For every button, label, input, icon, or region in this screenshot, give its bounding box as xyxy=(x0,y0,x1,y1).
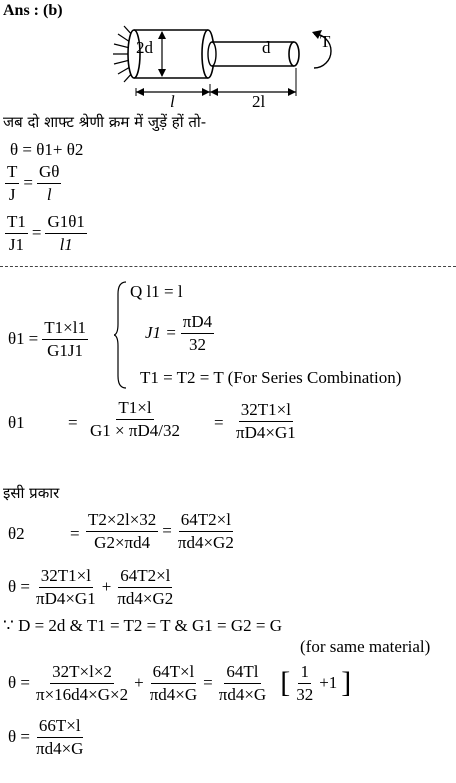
frac-den: πD4×G1 xyxy=(35,588,96,608)
because-line: ∵ D = 2d & T1 = T2 = T & G1 = G2 = G xyxy=(3,616,282,635)
frac-num: T xyxy=(5,162,19,184)
frac-num: 66T×l xyxy=(37,716,83,738)
frac-num: πD4 xyxy=(181,312,214,334)
length1-label: l xyxy=(170,92,175,111)
torsion-equation: $\frac{T}{J}$ = $\frac{G\theta}{l}$ xyxy=(7,162,60,204)
torque-label: T xyxy=(320,32,331,51)
frac-num: 32T1×l xyxy=(39,566,93,588)
frac-den: π×16d4×G×2 xyxy=(35,684,129,704)
length2-label: 2l xyxy=(252,92,266,111)
frac-num: T2×2l×32 xyxy=(86,510,158,532)
frac-den: 32 xyxy=(188,334,206,354)
frac-den: G1 × πD4/32 xyxy=(90,420,180,440)
theta2-step: $\frac{T2\times 2l\times 32}{G2\times\pi d4}$ = $\frac{64T2\times l}{\pi d4\times G2}$ xyxy=(88,510,234,552)
frac-num: 1 xyxy=(298,662,311,684)
small-diameter-label: d xyxy=(262,38,271,57)
theta-answer: θ = $\frac{66T\times l}{\pi d4\times G}$ xyxy=(8,716,84,758)
frac-num: 64T2×l xyxy=(118,566,172,588)
bracket-plus-one: +1 xyxy=(319,673,338,693)
frac-num: 64T×l xyxy=(151,662,197,684)
frac-num: G1θ1 xyxy=(45,212,86,234)
frac-den: πd4×G xyxy=(35,738,84,758)
frac-den: J xyxy=(8,184,16,204)
frac-num: Gθ xyxy=(37,162,61,184)
frac-num: 64T2×l xyxy=(179,510,233,532)
theta-final-equation: θ = $\frac{32T\times l\times 2}{\pi\times 16d4\times G\times 2}$ + $\frac{64T\times l}{\pi d4\times G}$ = $\frac{64Tl}{\pi d4\times G}$ [ $\frac{1}{32}$ +1 ] xyxy=(8,662,352,704)
frac-den: l1 xyxy=(59,234,73,254)
theta1-step xyxy=(88,398,182,440)
small-shaft-end xyxy=(289,42,299,66)
frac-den: πd4×G2 xyxy=(177,532,234,552)
theta1-label: θ1 xyxy=(8,413,25,432)
frac-den: G1J1 xyxy=(47,340,84,360)
frac-num: 64Tl xyxy=(224,662,260,684)
brace-line-2: J1 = $\frac{\pi D4}{32}$ xyxy=(145,312,213,354)
equals-sign: = xyxy=(68,413,78,432)
frac-num: T1 xyxy=(5,212,28,234)
series-connection-text: जब दो शाफ्ट श्रेणी क्रम में जुड़ें हों तो- xyxy=(3,113,207,131)
frac-num: 32T×l×2 xyxy=(50,662,114,684)
frac-den: πD4×G1 xyxy=(236,422,296,442)
frac-den: πd4×G xyxy=(218,684,267,704)
frac-num: T1×l1 xyxy=(42,318,88,340)
big-diameter-label: 2d xyxy=(136,38,153,57)
torsion-equation-1: $\frac{T1}{J1}$ = $\frac{G1\theta 1}{l1}$ xyxy=(7,212,85,254)
theta1-result xyxy=(234,400,298,442)
equals-sign: = xyxy=(214,413,224,432)
theta1-definition: θ1 = $\frac{T1\times l1}{G1J1}$ xyxy=(8,318,86,360)
frac-den: l xyxy=(46,184,52,204)
curly-brace xyxy=(114,280,128,390)
similarly-text: इसी प्रकार xyxy=(3,484,60,502)
answer-label: Ans : (b) xyxy=(3,2,63,19)
theta2-label: θ2 xyxy=(8,524,25,543)
frac-num: 32T1×l xyxy=(239,400,293,422)
section-divider xyxy=(0,266,456,267)
frac-den: πd4×G2 xyxy=(117,588,174,608)
frac-den: πd4×G xyxy=(149,684,198,704)
frac-num: T1×l xyxy=(116,398,153,420)
theta-sum-equation: θ = θ1+ θ2 xyxy=(10,140,84,159)
theta-total-sum: θ = $\frac{32T1\times l}{\pi D4\times G1}$ + $\frac{64T2\times l}{\pi d4\times G2}$ xyxy=(8,566,174,608)
shaft-diagram xyxy=(108,12,358,110)
brace-line-3: T1 = T2 = T (For Series Combination) xyxy=(140,368,402,387)
frac-den: 32 xyxy=(296,684,314,704)
frac-den: J1 xyxy=(8,234,24,254)
same-material-note: (for same material) xyxy=(300,637,431,656)
equals-sign: = xyxy=(70,524,80,543)
frac-den: G2×πd4 xyxy=(94,532,151,552)
brace-line-1: Q l1 = l xyxy=(130,282,183,301)
